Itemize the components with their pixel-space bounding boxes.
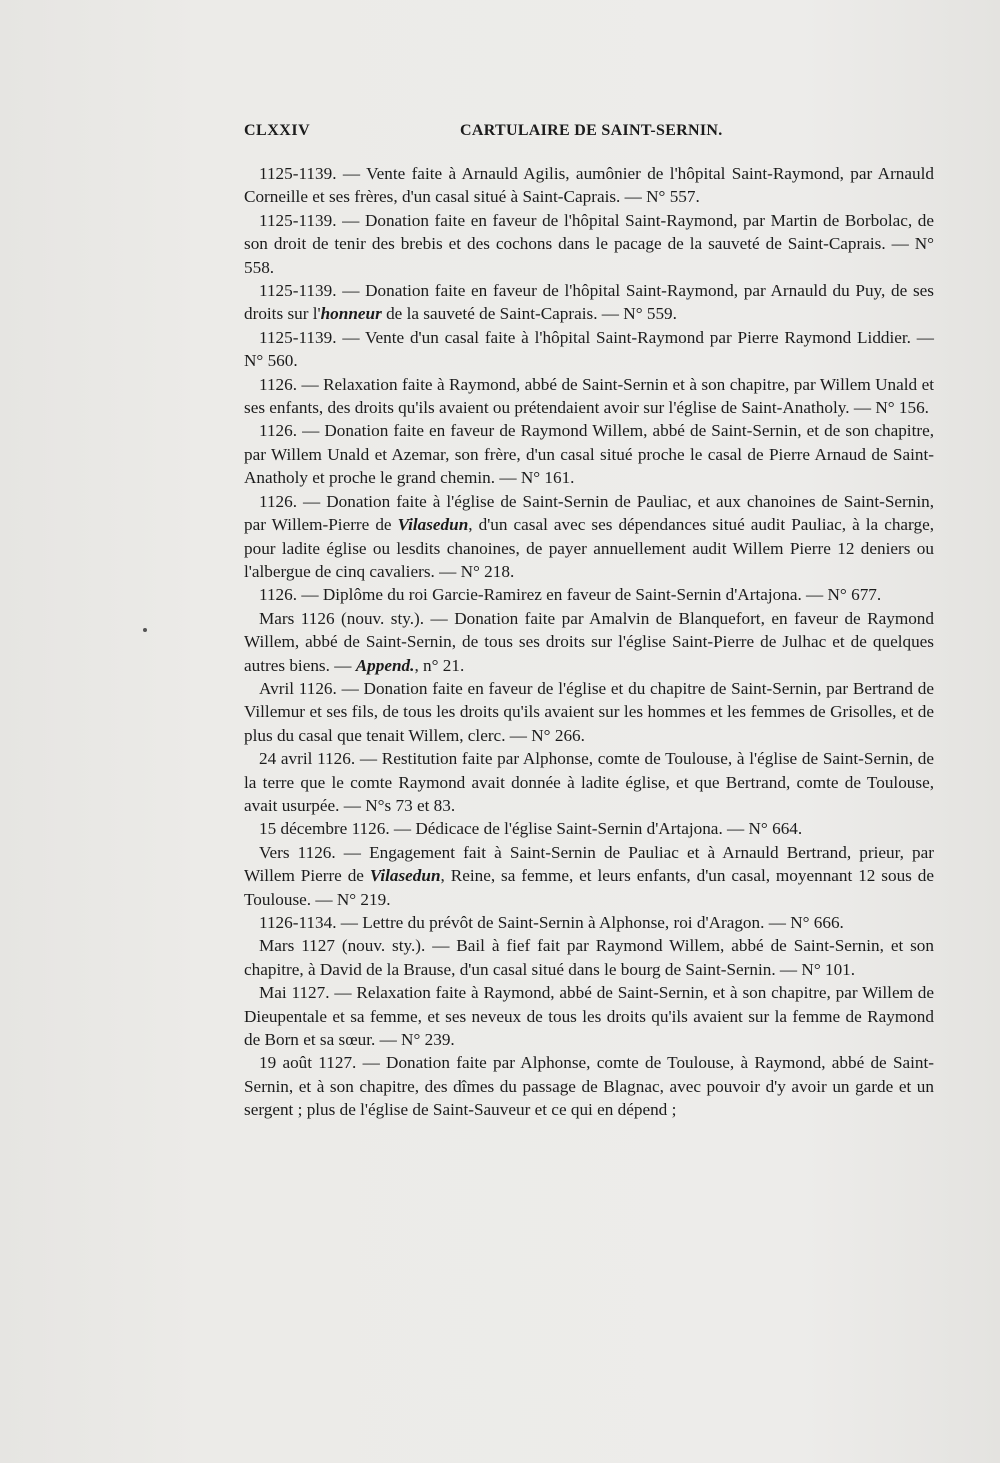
page-header [244,122,934,146]
entry: Mars 1127 (nouv. sty.). — Bail à fief fait par Raymond Willem, abbé de Saint-Sernin, et son chapitre, à David de la Brause, d'un casal situé dans le bourg de Saint-Sernin. — N° 101. [244,936,934,979]
entry: Mai 1127. — Relaxation faite à Raymond, abbé de Saint-Sernin, et à son chapitre, par Willem de Dieupentale et sa femme, et ses neveux de tous les droits qu'ils avaient sur la femme de Raymond de Born et sa sœur. — N° 239. [244,983,934,1050]
entry: Mars 1126 (nouv. sty.). — Donation faite par Amalvin de Blanquefort, en faveur de Raymond Willem, abbé de Saint-Sernin, de tous ses droits sur l'église Saint-Pierre de Julhac et de quelques autres biens. — Append., n° 21. [244,608,934,675]
entry: 15 décembre 1126. — Dédicace de l'église Saint-Sernin d'Artajona. — N° 664. [259,819,803,839]
entry: 1125-1139. — Donation faite en faveur de l'hôpital Saint-Raymond, par Arnauld du Puy, de ses droits sur l'honneur de la sauveté de Saint-Caprais. — N° 559. [244,281,934,324]
entry: 1125-1139. — Donation faite en faveur de l'hôpital Saint-Raymond, par Martin de Borbolac, de son droit de tenir des brebis et des cochons dans le pacage de la sauveté de Saint-Caprais. — N° 558. [244,210,934,277]
entry-list [244,162,934,1122]
folio-number: CLXXIV [244,122,311,139]
entry: 1126. — Donation faite à l'église de Saint-Sernin de Pauliac, et aux chanoines de Saint-Sernin, par Willem-Pierre de Vilasedun, d'un casal avec ses dépendances situé audit Pauliac, à la charge, pour ladite église ou lesdits chanoines, de payer annuellement audit Willem Pierre 12 deniers ou l'albergue de cinq cavaliers. — N° 218. [244,491,934,581]
entry: 24 avril 1126. — Restitution faite par Alphonse, comte de Toulouse, à l'église de Saint-Sernin, de la terre que le comte Raymond avait donnée à ladite église, et que Bertrand, comte de Toulouse, avait usurpée. — N°s 73 et 83. [244,749,934,815]
entry: Avril 1126. — Donation faite en faveur de l'église et du chapitre de Saint-Sernin, par Bertrand de Villemur et ses fils, de tous les droits qu'ils avaient sur les hommes et les femmes de Grisolles, et de plus du casal que tenait Willem, clerc. — N° 266. [244,678,934,745]
entry: 19 août 1127. — Donation faite par Alphonse, comte de Toulouse, à Raymond, abbé de Saint-Sernin, et à son chapitre, des dîmes du passage de Blagnac, avec pouvoir d'y avoir un garde et un sergent ; plus de l'église de Saint-Sauveur et ce qui en dépend ; [244,1053,934,1120]
entry: 1126. — Diplôme du roi Garcie-Ramirez en faveur de Saint-Sernin d'Artajona. — N° 677. [259,585,882,605]
entry: 1126. — Donation faite en faveur de Raymond Willem, abbé de Saint-Sernin, et de son chapitre, par Willem Unald et Azemar, son frère, d'un casal situé proche le casal de Pierre Arnaud de Saint-Anatholy et proche le grand chemin. — N° 161. [244,421,934,488]
entry: Vers 1126. — Engagement fait à Saint-Sernin de Pauliac et à Arnauld Bertrand, prieur, par Willem Pierre de Vilasedun, Reine, sa femme, et leurs enfants, d'un casal, moyennant 12 sous de Toulouse. — N° 219. [244,842,934,909]
entry: 1125-1139. — Vente faite à Arnauld Agilis, aumônier de l'hôpital Saint-Raymond, par Arnauld Corneille et ses frères, d'un casal situé à Saint-Caprais. — N° 557. [244,164,934,207]
entry: 1126-1134. — Lettre du prévôt de Saint-Sernin à Alphonse, roi d'Aragon. — N° 666. [259,913,844,932]
running-title: CARTULAIRE DE SAINT-SERNIN. [460,122,723,139]
margin-ink-dot [143,628,147,632]
entry: 1125-1139. — Vente d'un casal faite à l'hôpital Saint-Raymond par Pierre Raymond Liddier. — N° 560. [244,327,934,371]
entry: 1126. — Relaxation faite à Raymond, abbé de Saint-Sernin et à son chapitre, par Willem Unald et ses enfants, des droits qu'ils avaient ou prétendaient avoir sur l'église de Saint-Anatholy. — N° 156. [244,374,934,418]
